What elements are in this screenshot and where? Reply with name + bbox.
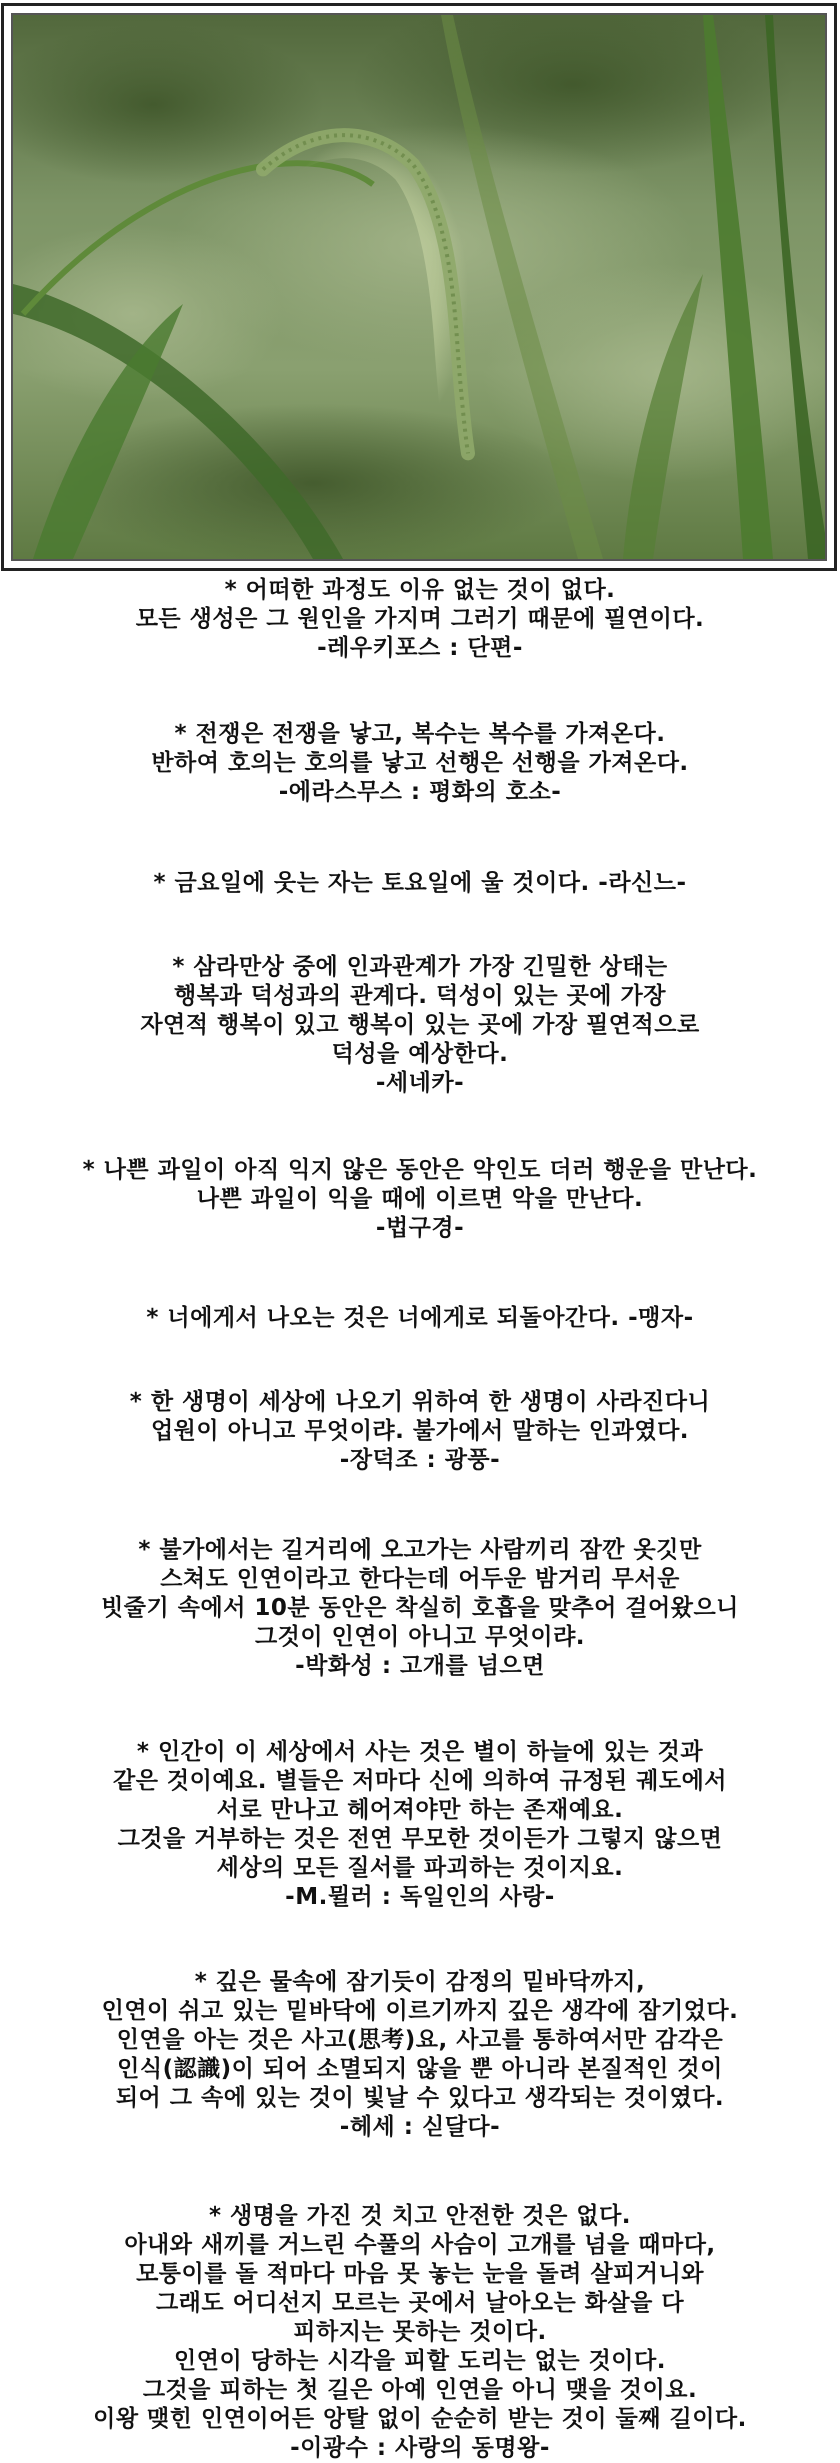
- quote-line: 서로 만나고 헤어져야만 하는 존재예요.: [216, 1797, 624, 1823]
- quote-source: -에라스무스 : 평화의 호소-: [278, 779, 562, 805]
- quote-line: 인연을 아는 것은 사고(思考)요, 사고를 통하여서만 감각은: [116, 2027, 724, 2053]
- quote-line: 행복과 덕성과의 관계다. 덕성이 있는 곳에 가장: [174, 983, 666, 1009]
- quote-line: 그것을 거부하는 것은 전연 무모한 것이든가 그렇지 않으면: [117, 1826, 723, 1852]
- quote-source: -이광수 : 사랑의 동명왕-: [290, 2435, 550, 2461]
- quote-source: -헤세 : 싣달다-: [339, 2114, 501, 2140]
- quote-line: * 삼라만상 중에 인과관계가 가장 긴밀한 상태는: [172, 954, 668, 980]
- quote-line: * 나쁜 과일이 아직 익지 않은 동안은 악인도 더러 행운을 만난다.: [82, 1157, 758, 1183]
- quote-line: 피하지는 못하는 것이다.: [293, 2319, 547, 2345]
- quote-dhammapada: [0, 1156, 840, 1243]
- quote-jangdeokjo: [0, 1388, 840, 1475]
- quote-seneca: [0, 953, 840, 1098]
- quote-erasmus: [0, 720, 840, 807]
- quote-hesse: [0, 1968, 840, 2142]
- quote-line: 아내와 새끼를 거느린 수풀의 사슴이 고개를 넘을 때마다,: [124, 2232, 716, 2258]
- quote-line: 이왕 맺힌 인연이어든 앙탈 없이 순순히 받는 것이 둘째 길이다.: [93, 2406, 747, 2432]
- quote-line: 인연이 당하는 시각을 피할 도리는 없는 것이다.: [174, 2348, 666, 2374]
- quote-line: 되어 그 속에 있는 것이 빛날 수 있다고 생각되는 것이였다.: [115, 2085, 725, 2111]
- quote-line: 세상의 모든 질서를 파괴하는 것이지요.: [216, 1855, 624, 1881]
- quote-source: -레우키포스 : 단편-: [317, 635, 523, 661]
- quote-source: -M.뮐러 : 독일인의 사랑-: [285, 1884, 555, 1910]
- quote-line: * 너에게서 나오는 것은 너에게로 되돌아간다. -맹자-: [146, 1305, 694, 1331]
- quote-parkhwaseong: [0, 1536, 840, 1681]
- quote-line: 나쁜 과일이 익을 때에 이르면 악을 만난다.: [196, 1186, 644, 1212]
- quote-line: * 한 생명이 세상에 나오기 위하여 한 생명이 사라진다니: [129, 1389, 711, 1415]
- foxtail-grass-photo: [11, 13, 827, 561]
- quote-source: -세네카-: [375, 1070, 465, 1096]
- quote-line: 덕성을 예상한다.: [331, 1041, 509, 1067]
- quote-leukippos: [0, 576, 840, 663]
- quote-line: 인연이 쉬고 있는 밑바닥에 이르기까지 깊은 생각에 잠기었다.: [101, 1998, 739, 2024]
- quote-source: -박화성 : 고개를 넘으면: [295, 1653, 545, 1679]
- quote-line: 그것이 인연이 아니고 무엇이랴.: [254, 1624, 586, 1650]
- quote-source: -법구경-: [375, 1215, 465, 1241]
- quote-line: * 전쟁은 전쟁을 낳고, 복수는 복수를 가져온다.: [174, 721, 666, 747]
- quote-line: 모퉁이를 돌 적마다 마음 못 놓는 눈을 돌려 살피거니와: [136, 2261, 704, 2287]
- quote-line: * 생명을 가진 것 치고 안전한 것은 없다.: [208, 2203, 632, 2229]
- quote-line: 그래도 어디선지 모르는 곳에서 날아오는 화살을 다: [155, 2290, 685, 2316]
- quote-line: 빗줄기 속에서 10분 동안은 착실히 호흡을 맞추어 걸어왔으니: [101, 1595, 739, 1621]
- quote-leegwangsu: [0, 2202, 840, 2463]
- photo-frame: [1, 3, 837, 571]
- quote-muller: [0, 1738, 840, 1912]
- quote-line: * 인간이 이 세상에서 사는 것은 별이 하늘에 있는 것과: [136, 1739, 704, 1765]
- foxtail-grass-icon: [13, 15, 825, 559]
- quote-line: * 어떠한 과정도 이유 없는 것이 없다.: [224, 577, 616, 603]
- quote-line: 인식(認識)이 되어 소멸되지 않을 뿐 아니라 본질적인 것이: [117, 2056, 723, 2082]
- quote-line: * 깊은 물속에 잠기듯이 감정의 밑바닥까지,: [194, 1969, 646, 1995]
- quote-mencius: [0, 1304, 840, 1333]
- quote-line: 모든 생성은 그 원인을 가지며 그러기 때문에 필연이다.: [135, 606, 705, 632]
- quote-line: 그것을 피하는 첫 길은 아예 인연을 아니 맺을 것이요.: [142, 2377, 698, 2403]
- quote-line: 반하여 호의는 호의를 낳고 선행은 선행을 가져온다.: [151, 750, 689, 776]
- quote-line: 스쳐도 인연이라고 한다는데 어두운 밤거리 무서운: [160, 1566, 680, 1592]
- quote-line: 같은 것이예요. 별들은 저마다 신에 의하여 규정된 궤도에서: [112, 1768, 728, 1794]
- quote-racine: [0, 869, 840, 898]
- quote-source: -장덕조 : 광풍-: [339, 1447, 501, 1473]
- quote-line: * 불가에서는 길거리에 오고가는 사람끼리 잠깐 옷깃만: [138, 1537, 702, 1563]
- quote-line: 업원이 아니고 무엇이랴. 불가에서 말하는 인과였다.: [150, 1418, 690, 1444]
- quote-line: * 금요일에 웃는 자는 토요일에 울 것이다. -라신느-: [153, 870, 687, 896]
- quote-line: 자연적 행복이 있고 행복이 있는 곳에 가장 필연적으로: [140, 1012, 700, 1038]
